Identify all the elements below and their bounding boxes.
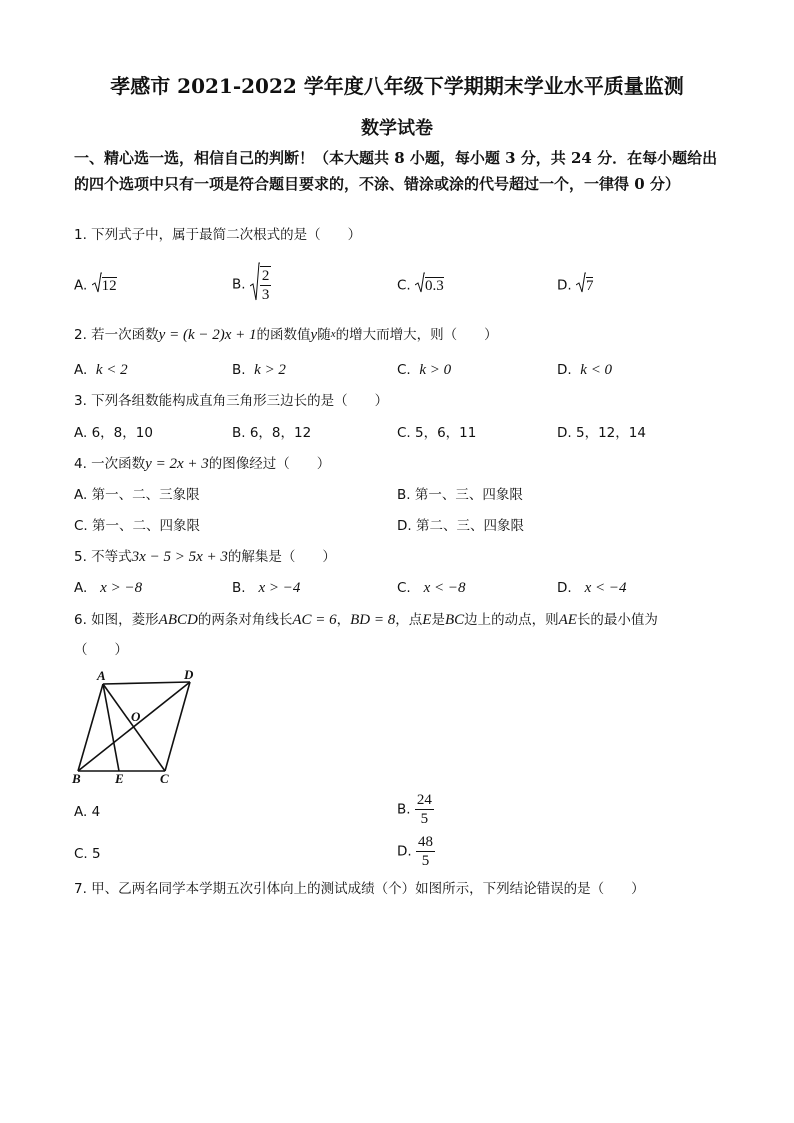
q4-option-c: C. 第一、二、四象限 — [74, 518, 201, 534]
q6-option-d-denominator: 5 — [421, 853, 430, 869]
label-a: A — [97, 668, 106, 683]
question-5-stem — [74, 548, 336, 566]
q2-var-x: x — [330, 328, 336, 340]
q6-option-d-label: D. — [397, 843, 412, 860]
question-1-stem: 1. 下列式子中，属于最简二次根式的是（ ） — [74, 227, 362, 243]
sqrt-symbol-icon — [92, 272, 102, 299]
q1-option-a — [74, 272, 117, 299]
q6-option-b — [397, 791, 434, 828]
rhombus-figure — [68, 668, 208, 786]
q2-option-a — [74, 361, 128, 379]
side-ad — [103, 682, 190, 684]
q4-option-a: A. 第一、二、三象限 — [74, 487, 200, 503]
q6-option-d-fraction — [416, 833, 435, 870]
q5-option-c-expr: x < −8 — [423, 580, 466, 596]
q2-option-a-label: A. — [74, 362, 88, 378]
diagonal-bd — [78, 682, 190, 771]
side-dc — [165, 682, 190, 771]
q6-answer-paren: （ ） — [74, 642, 128, 658]
q2-option-d-expr: k < 0 — [580, 362, 613, 378]
q3-option-c: C. 5，6，11 — [397, 425, 477, 441]
q1-option-c-radicand: 0.3 — [425, 277, 444, 294]
q1-option-d-radicand: 7 — [585, 277, 594, 294]
q2-option-b-expr: k > 2 — [254, 362, 286, 378]
q6-stem-part4: 边上的动点，则 — [464, 612, 559, 628]
q5-option-c-label: C. — [397, 580, 411, 596]
sqrt-symbol-icon — [250, 262, 260, 307]
q2-var-y: y — [310, 327, 318, 343]
q5-option-b-expr: x > −4 — [258, 580, 301, 596]
q6-option-b-denominator: 5 — [420, 811, 429, 827]
q6-comma: ， — [336, 612, 351, 628]
section-heading: 一、精心选一选，相信自己的判断！（本大题共 8 小题，每小题 3 分，共 24 分．在每小题给出的四个选项中只有一项是符合题目要求的，不涂、错涂或涂的代号超过一个，一律得 0 分） — [74, 149, 718, 193]
label-e: E — [115, 771, 124, 786]
q1-option-b-label: B. — [232, 276, 246, 293]
q6-stem-part3: 是 — [431, 612, 445, 628]
q6-side-bc: BC — [444, 612, 465, 628]
q5-option-b-label: B. — [232, 580, 246, 596]
sqrt-symbol-icon — [415, 272, 425, 299]
label-c: C — [160, 771, 169, 786]
q1-option-c-label: C. — [397, 277, 411, 294]
q6-point-e: E — [422, 612, 432, 628]
q4-stem-tail: 的图像经过（ ） — [208, 456, 331, 472]
q1-option-b-denominator: 3 — [261, 286, 270, 303]
q5-option-a-label: A. — [74, 580, 88, 596]
q2-stem-mid: 的函数值 — [256, 327, 311, 343]
exam-subtitle: 数学试卷 — [361, 118, 433, 139]
q4-function-expr: y = 2x + 3 — [145, 456, 209, 472]
q6-ac-value: AC = 6 — [292, 612, 337, 628]
question-4-stem — [74, 455, 330, 473]
question-2-stem — [74, 325, 498, 344]
q2-option-a-expr: k < 2 — [95, 362, 128, 378]
q3-option-a: A. 6，8，10 — [74, 425, 153, 441]
q3-option-b: B. 6，8，12 — [232, 425, 312, 441]
q2-option-c-label: C. — [397, 362, 411, 378]
q2-stem-tail: 的增大而增大，则（ ） — [335, 327, 498, 343]
q1-option-d — [557, 272, 593, 299]
label-d: D — [184, 668, 194, 682]
q5-stem-prefix: 5. 不等式 — [74, 549, 132, 565]
q6-option-d — [397, 833, 435, 870]
q1-option-b — [232, 262, 271, 307]
q6-option-a: A. 4 — [74, 804, 101, 820]
q4-stem-prefix: 4. 一次函数 — [74, 456, 146, 472]
q2-stem-sui: 随 — [317, 327, 331, 343]
q5-stem-tail: 的解集是（ ） — [227, 549, 336, 565]
q2-option-c — [397, 361, 451, 379]
q1-option-b-numerator: 2 — [261, 267, 270, 284]
q1-option-c — [397, 272, 444, 299]
sqrt-symbol-icon — [576, 272, 586, 299]
q5-option-a-expr: x > −8 — [100, 580, 143, 596]
segment-ae — [103, 684, 119, 771]
side-ab — [78, 684, 103, 771]
q5-option-d-expr: x < −4 — [584, 580, 627, 596]
q6-option-c: C. 5 — [74, 846, 101, 862]
q6-option-b-fraction — [415, 791, 434, 828]
q1-option-d-label: D. — [557, 277, 572, 294]
q2-stem-prefix: 2. 若一次函数 — [74, 327, 159, 343]
q5-option-c — [397, 579, 466, 597]
q6-stem-part5: 长的最小值为 — [576, 612, 658, 628]
q2-option-d — [557, 361, 612, 379]
label-o: O — [131, 709, 141, 724]
q6-stem-part2: ，点 — [395, 612, 423, 628]
q6-stem-prefix: 6. 如图，菱形 — [74, 612, 159, 628]
q2-option-b — [232, 361, 286, 379]
exam-title: 孝感市 2021-2022 学年度八年级下学期期末学业水平质量监测 — [110, 74, 684, 98]
q6-segment-ae: AE — [558, 612, 577, 628]
question-6-stem — [74, 611, 658, 629]
question-3-stem: 3. 下列各组数能构成直角三角形三边长的是（ ） — [74, 393, 389, 409]
q3-option-d: D. 5，12，14 — [557, 425, 646, 441]
q5-option-a — [74, 579, 142, 597]
q2-function-expr: y = (k − 2)x + 1 — [158, 327, 257, 343]
q2-option-b-label: B. — [232, 362, 246, 378]
question-7-stem: 7. 甲、乙两名同学本学期五次引体向上的测试成绩（个）如图所示，下列结论错误的是（ ） — [74, 881, 645, 897]
q6-option-b-numerator: 24 — [416, 792, 432, 808]
q6-option-d-numerator: 48 — [417, 834, 433, 850]
q6-stem-part1: 的两条对角线长 — [197, 612, 293, 628]
q2-option-d-label: D. — [557, 362, 572, 378]
q5-option-d-label: D. — [557, 580, 572, 596]
q5-inequality-expr: 3x − 5 > 5x + 3 — [131, 549, 228, 565]
q1-option-a-label: A. — [74, 277, 88, 294]
q1-option-b-fraction — [260, 266, 272, 304]
q5-option-b — [232, 579, 300, 597]
q6-bd-value: BD = 8 — [350, 612, 396, 628]
q6-rhombus-name: ABCD — [158, 612, 198, 628]
q2-option-c-expr: k > 0 — [419, 362, 452, 378]
q4-option-b: B. 第一、三、四象限 — [397, 487, 523, 503]
q5-option-d — [557, 579, 626, 597]
q1-option-a-radicand: 12 — [101, 277, 117, 294]
q4-option-d: D. 第二、三、四象限 — [397, 518, 524, 534]
label-b: B — [72, 771, 81, 786]
q6-option-b-label: B. — [397, 801, 411, 818]
